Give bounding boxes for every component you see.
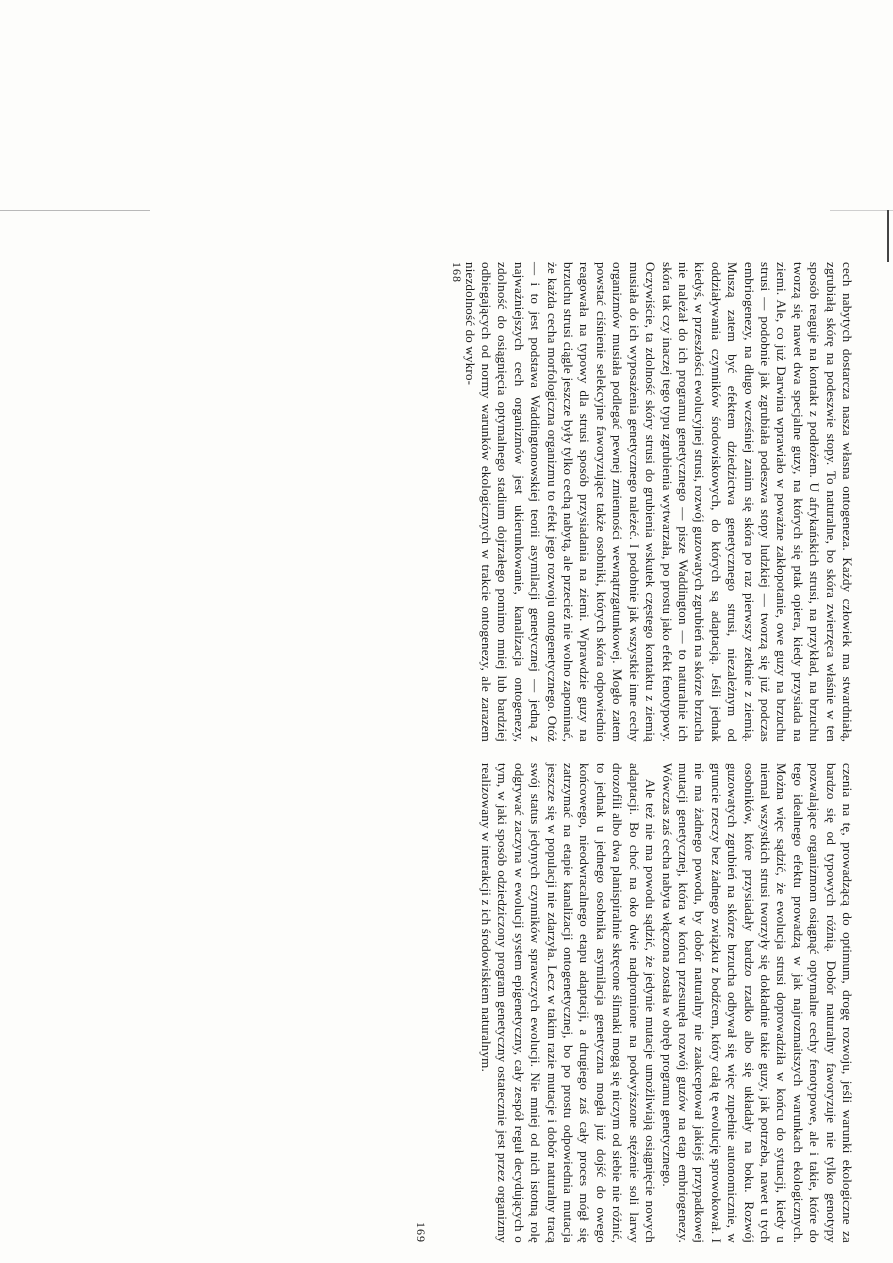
- scan-top-rule-right: [830, 210, 893, 211]
- right-page-text: [478, 763, 855, 1243]
- left-page: [450, 262, 855, 742]
- left-paragraph-1: cech nabytych dostarcza nasza własna ontogeneza. Każdy człowiek ma stwardniałą, zgrubiałą skórę na podeszwie stopy. To naturalne, bo skóra zwierzęca właśnie w ten sposób reaguje na kontakt z podłożem. U afrykańskich strusi, na przykład, na brzuchu tworzą się nawet dwa specjalne guzy, na których się ptak opiera, kiedy przysiada na ziemi. Ale, co już Darwina wprawiało w poważne zakłopotanie, owe guzy na brzuchu strusi — podobnie jak zgrubiała podeszwa stopy ludzkiej — tworzą się już podczas embriogenezy, na długo wcześniej zanim się skóra po raz pierwszy zetknie z ziemią. Muszą zatem być efektem dziedzictwa genetycznego strusi, niezależnym od oddziaływania czynników środowiskowych, do których są adaptacją. Jeśli jednak kiedyś, w przeszłości ewolucyjnej strusi, rozwój guzowatych zgrubień na skórze brzucha nie należał do ich programu genetycznego — pisze Waddington — to naturalnie ich skóra tak czy inaczej tego typu zgrubienia wytwarzała, po prostu jako efekt fenotypowy. Oczywiście, ta zdolność skóry strusi do grubienia wskutek częstego kontaktu z ziemią musiała do ich wyposażenia genetycznego należeć. I podobnie jak wszystkie inne cechy organizmów musiała podlegać pewnej zmienności wewnątrzgatunkowej. Mogło zatem powstać ciśnienie selekcyjne faworyzujące także osobniki, których skóra odpowiednio reagowała na typowy dla strusi sposób przysiadania na ziemi. Wprawdzie guzy na brzuchu strusi ciągle jeszcze były tylko cechą nabytą, ale przecież nie wolno zapominać, że każda cecha morfologiczna organizmu to efekt jego rozwoju ontogenetycznego. Otóż — i to jest podstawa Waddingtonowskiej teorii asymilacji genetycznej — jedną z najważniejszych cech organizmów jest ukierunkowanie, kanalizacja ontogenezy, zdolność do osiągnięcia optymalnego stadium dojrzałego pomimo mniej lub bardziej odbiegających od normy warunków ekologicznych w trakcie ontogenezy, ale zarazem niezdolność do wykro-: [462, 262, 855, 742]
- right-page-number: 169: [414, 1222, 428, 1243]
- left-page-text: [461, 262, 855, 742]
- scan-top-rule-left: [0, 210, 150, 211]
- scan-page-edge: [887, 210, 889, 262]
- right-paragraph-2: Ale też nie ma powodu sądzić, że jedynie mutacje umożliwiają osiągnięcie nowych adaptacji. Bo choć na oko dwie nadpromione na podwyższone stężenie soli larwy drozofili albo dwa planispiralnie skręcone ślimaki mogą się niczym od siebie nie różnić, to jednak u jednego osobnika asymilacja genetyczna mogła już dojść do owego końcowego, nieodwracalnego etapu adaptacji, a drugiego zaś cały proces mógł się zatrzymać na etapie kanalizacji ontogenetycznej, bo po prostu odpowiednia mutacja jeszcze się w populacji nie zdarzyła. Lecz w takim razie mutacje i dobór naturalny tracą swój status jedynych czynników sprawczych ewolucji. Nie mniej od nich istotną rolę odgrywać zaczyna w ewolucji system epigenetyczny, cały zespół reguł decydujących o tym, w jaki sposób odziedziczony program genetyczny ostatecznie jest przez organizmy realizowany w interakcji z ich środowiskiem naturalnym.: [479, 763, 659, 1243]
- right-paragraph-1: czenia na tę, prowadzącą do optimum, drogę rozwoju, jeśli warunki ekologiczne za bardzo się od typowych różnią. Dobór naturalny faworyzuje nie tylko genotypy pozwalające organizmom osiągnąć optymalne cechy fenotypowe, ale i takie, które do tego idealnego efektu prowadzą w jak najrozmaitszych warunkach ekologicznych. Można więc sądzić, że ewolucja strusi doprowadziła w końcu do sytuacji, kiedy u niemal wszystkich strusi tworzyły się dokładnie takie guzy, jak potrzeba, nawet u tych osobników, które przysiadały bardzo rzadko albo się układały na boku. Rozwój guzowatych zgrubień na skórze brzucha odbywał się więc zupełnie autonomicznie, w gruncie rzeczy bez żadnego związku z bodźcem, który całą tę ewolucję sprowokował. I nie ma żadnego powodu, by dobór naturalny nie zaakceptował jakiejś przypadkowej mutacji genetycznej, która w końcu przesunęła rozwój guzów na etap embriogenezy. Wówczas zaś cecha nabyta włączona została w obręb programu genetycznego.: [659, 763, 855, 1243]
- left-page-number: 168: [450, 262, 464, 283]
- right-page: [414, 763, 855, 1243]
